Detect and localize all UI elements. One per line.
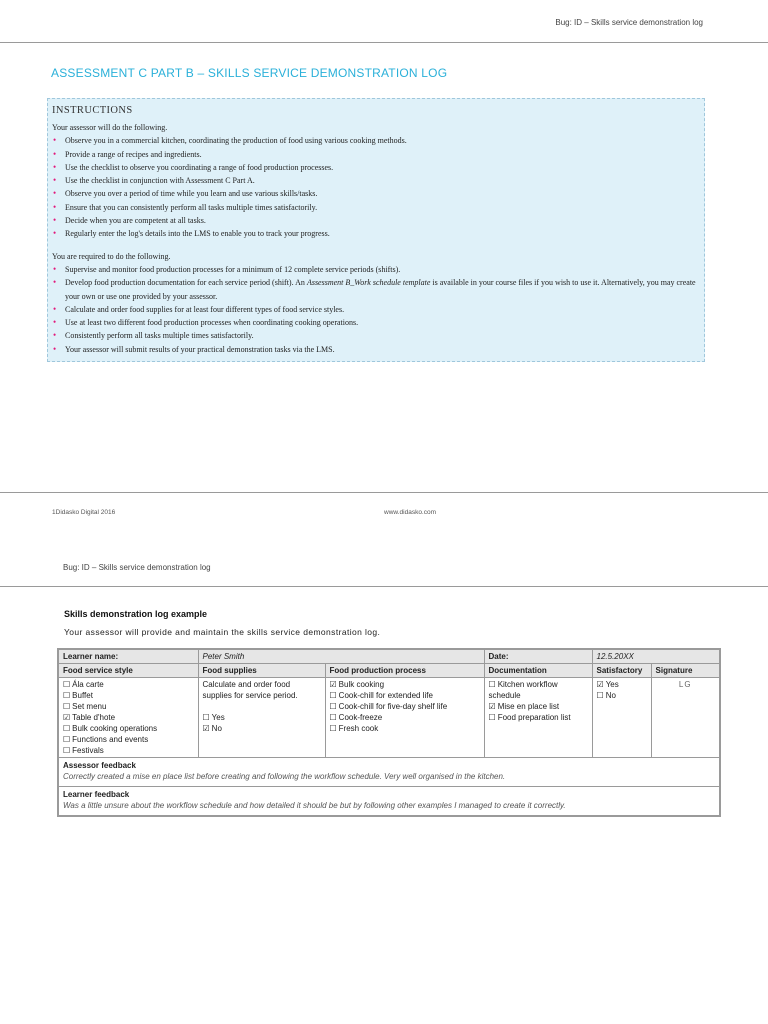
list-item: • Develop food production documentation for each service period (shift). An Assessment B_Work schedule template is available in your course files if you wish to use it. Alternatively, you may create your own or use one provided by your assessor. — [53, 277, 696, 301]
process-option[interactable]: ☐ Fresh cook — [329, 724, 379, 733]
process-option[interactable]: ☐ Cook-chill for five-day shelf life — [329, 702, 448, 711]
list-item: • Use the checklist to observe you coordinating a range of food production processes. — [52, 161, 699, 174]
list-item: • Observe you over a period of time while you learn and use various skills/tasks. — [52, 187, 699, 200]
production-process-cell — [325, 678, 484, 758]
checkbox-icon: ☑ — [596, 680, 604, 689]
signature-cell: LG — [651, 678, 720, 758]
page-number: 1 — [52, 509, 56, 516]
checkbox-icon: ☐ — [63, 702, 71, 711]
process-option[interactable]: ☐ Cook-freeze — [329, 713, 383, 722]
page2-doc-id: Bug: ID – Skills service demonstration log — [63, 563, 211, 572]
bullet-icon: • — [53, 277, 57, 288]
learner-feedback-label: Learner feedback — [63, 790, 130, 799]
checkbox-icon: ☐ — [488, 713, 496, 722]
satisfactory-cell — [592, 678, 651, 758]
document-title: ASSESSMENT C PART B – SKILLS SERVICE DEMONSTRATION LOG — [51, 66, 448, 80]
supplies-text: Calculate and order food supplies for service period. — [202, 680, 298, 700]
list-item: • Observe you in a commercial kitchen, coordinating the production of food using various cooking methods. — [52, 134, 699, 147]
service-style-option[interactable]: ☐ Ála carte — [63, 680, 104, 689]
date-label: Date: — [484, 649, 592, 664]
bullet-icon: • — [53, 148, 57, 159]
bullet-icon: • — [53, 330, 57, 341]
list-item: • Your assessor will submit results of your practical demonstration tasks via the LMS. — [52, 343, 699, 356]
service-style-option[interactable]: ☐ Bulk cooking operations — [63, 724, 158, 733]
list-item: • Provide a range of recipes and ingredients. — [52, 148, 699, 161]
page-header — [0, 0, 768, 43]
header-row — [58, 664, 720, 678]
checkbox-icon: ☐ — [63, 746, 71, 755]
checkbox-icon: ☐ — [329, 724, 337, 733]
service-style-option[interactable]: ☐ Festivals — [63, 746, 104, 755]
page-footer — [0, 492, 768, 587]
learner-row — [58, 649, 720, 664]
bullet-icon: • — [53, 317, 57, 328]
checkbox-icon: ☐ — [63, 724, 71, 733]
learner-lead: You are required to do the following. — [52, 251, 171, 261]
service-style-option[interactable]: ☐ Set menu — [63, 702, 107, 711]
checkbox-icon: ☐ — [329, 713, 337, 722]
footer-copyright: 1Didasko Digital 2016 — [52, 509, 116, 516]
checkbox-icon: ☑ — [329, 680, 337, 689]
assessor-list — [52, 134, 699, 240]
service-style-option[interactable]: ☐ Functions and events — [63, 735, 149, 744]
bullet-icon: • — [53, 135, 57, 146]
service-style-option[interactable]: ☐ Buffet — [63, 691, 93, 700]
bullet-icon: • — [53, 188, 57, 199]
supplies-option[interactable]: ☑ No — [202, 724, 222, 733]
skills-log-table — [57, 648, 721, 817]
learner-name-value: Peter Smith — [198, 649, 484, 664]
list-item: • Calculate and order food supplies for at least four different types of food service styles. — [52, 303, 699, 316]
list-item: • Regularly enter the log's details into the LMS to enable you to track your progress. — [52, 227, 699, 240]
checkbox-icon: ☐ — [63, 691, 71, 700]
bullet-icon: • — [53, 215, 57, 226]
checkbox-icon: ☑ — [63, 713, 71, 722]
col-header-food-supplies: Food supplies — [198, 664, 325, 678]
checkbox-icon: ☐ — [488, 680, 496, 689]
checkbox-icon: ☐ — [63, 680, 71, 689]
supplies-option[interactable]: ☐ Yes — [202, 713, 225, 722]
assessor-lead: Your assessor will do the following. — [52, 123, 168, 132]
example-intro: Your assessor will provide and maintain the skills service demonstration log. — [64, 627, 381, 637]
col-header-documentation: Documentation — [484, 664, 592, 678]
footer-url: www.didasko.com — [384, 509, 437, 516]
satisfactory-option[interactable]: ☐ No — [596, 691, 616, 700]
checkbox-icon: ☐ — [63, 735, 71, 744]
satisfactory-option[interactable]: ☑ Yes — [596, 680, 619, 689]
instructions-heading: INSTRUCTIONS — [52, 105, 133, 116]
instructions-box — [47, 98, 705, 362]
service-style-cell — [58, 678, 198, 758]
checkbox-icon: ☐ — [202, 713, 210, 722]
bullet-icon: • — [53, 175, 57, 186]
list-item: • Use the checklist in conjunction with Assessment C Part A. — [52, 174, 699, 187]
col-header-service-style: Food service style — [58, 664, 198, 678]
list-item: • Decide when you are competent at all tasks. — [52, 214, 699, 227]
date-value: 12.5.20XX — [592, 649, 720, 664]
learner-name-label: Learner name: — [58, 649, 198, 664]
documentation-option[interactable]: ☑ Mise en place list — [488, 702, 560, 711]
assessor-feedback-text: Correctly created a mise en place list before creating and following the workflow schedule. Very well organised in the kitchen. — [63, 772, 506, 781]
bullet-icon: • — [53, 228, 57, 239]
assessor-feedback-label: Assessor feedback — [63, 761, 136, 770]
bullet-icon: • — [53, 263, 57, 274]
checkbox-icon: ☐ — [329, 702, 337, 711]
checkbox-icon: ☑ — [202, 724, 210, 733]
bullet-icon: • — [53, 161, 57, 172]
learner-feedback-cell — [58, 787, 720, 817]
log-entry-row — [58, 678, 720, 758]
bullet-icon: • — [53, 303, 57, 314]
list-item: • Use at least two different food production processes when coordinating cooking operations. — [52, 316, 699, 329]
service-style-option[interactable]: ☑ Table d'hote — [63, 713, 116, 722]
learner-feedback-row — [58, 787, 720, 817]
header-doc-id: Bug: ID – Skills service demonstration log — [555, 18, 703, 27]
documentation-option[interactable]: ☐ Kitchen workflow schedule — [488, 680, 558, 700]
checkbox-icon: ☐ — [596, 691, 604, 700]
checkbox-icon: ☑ — [488, 702, 496, 711]
col-header-production-process: Food production process — [325, 664, 484, 678]
assessor-feedback-row — [58, 758, 720, 787]
process-option[interactable]: ☐ Cook-chill for extended life — [329, 691, 433, 700]
col-header-satisfactory: Satisfactory — [592, 664, 651, 678]
col-header-signature: Signature — [651, 664, 720, 678]
list-item: • Ensure that you can consistently perform all tasks multiple times satisfactorily. — [52, 201, 699, 214]
food-supplies-cell — [198, 678, 325, 758]
example-title: Skills demonstration log example — [64, 609, 208, 619]
learner-list — [52, 263, 699, 356]
list-item: • Supervise and monitor food production processes for a minimum of 12 complete service periods (shifts). — [52, 263, 699, 276]
process-option[interactable]: ☑ Bulk cooking — [329, 680, 385, 689]
list-item: • Consistently perform all tasks multiple times satisfactorily. — [52, 329, 699, 342]
documentation-cell — [484, 678, 592, 758]
assessor-feedback-cell — [58, 758, 720, 787]
bullet-icon: • — [53, 201, 57, 212]
documentation-option[interactable]: ☐ Food preparation list — [488, 713, 571, 722]
bullet-icon: • — [53, 343, 57, 354]
learner-feedback-text: Was a little unsure about the workflow schedule and how detailed it should be but by following other examples I managed to create it correctly. — [63, 801, 566, 810]
checkbox-icon: ☐ — [329, 691, 337, 700]
